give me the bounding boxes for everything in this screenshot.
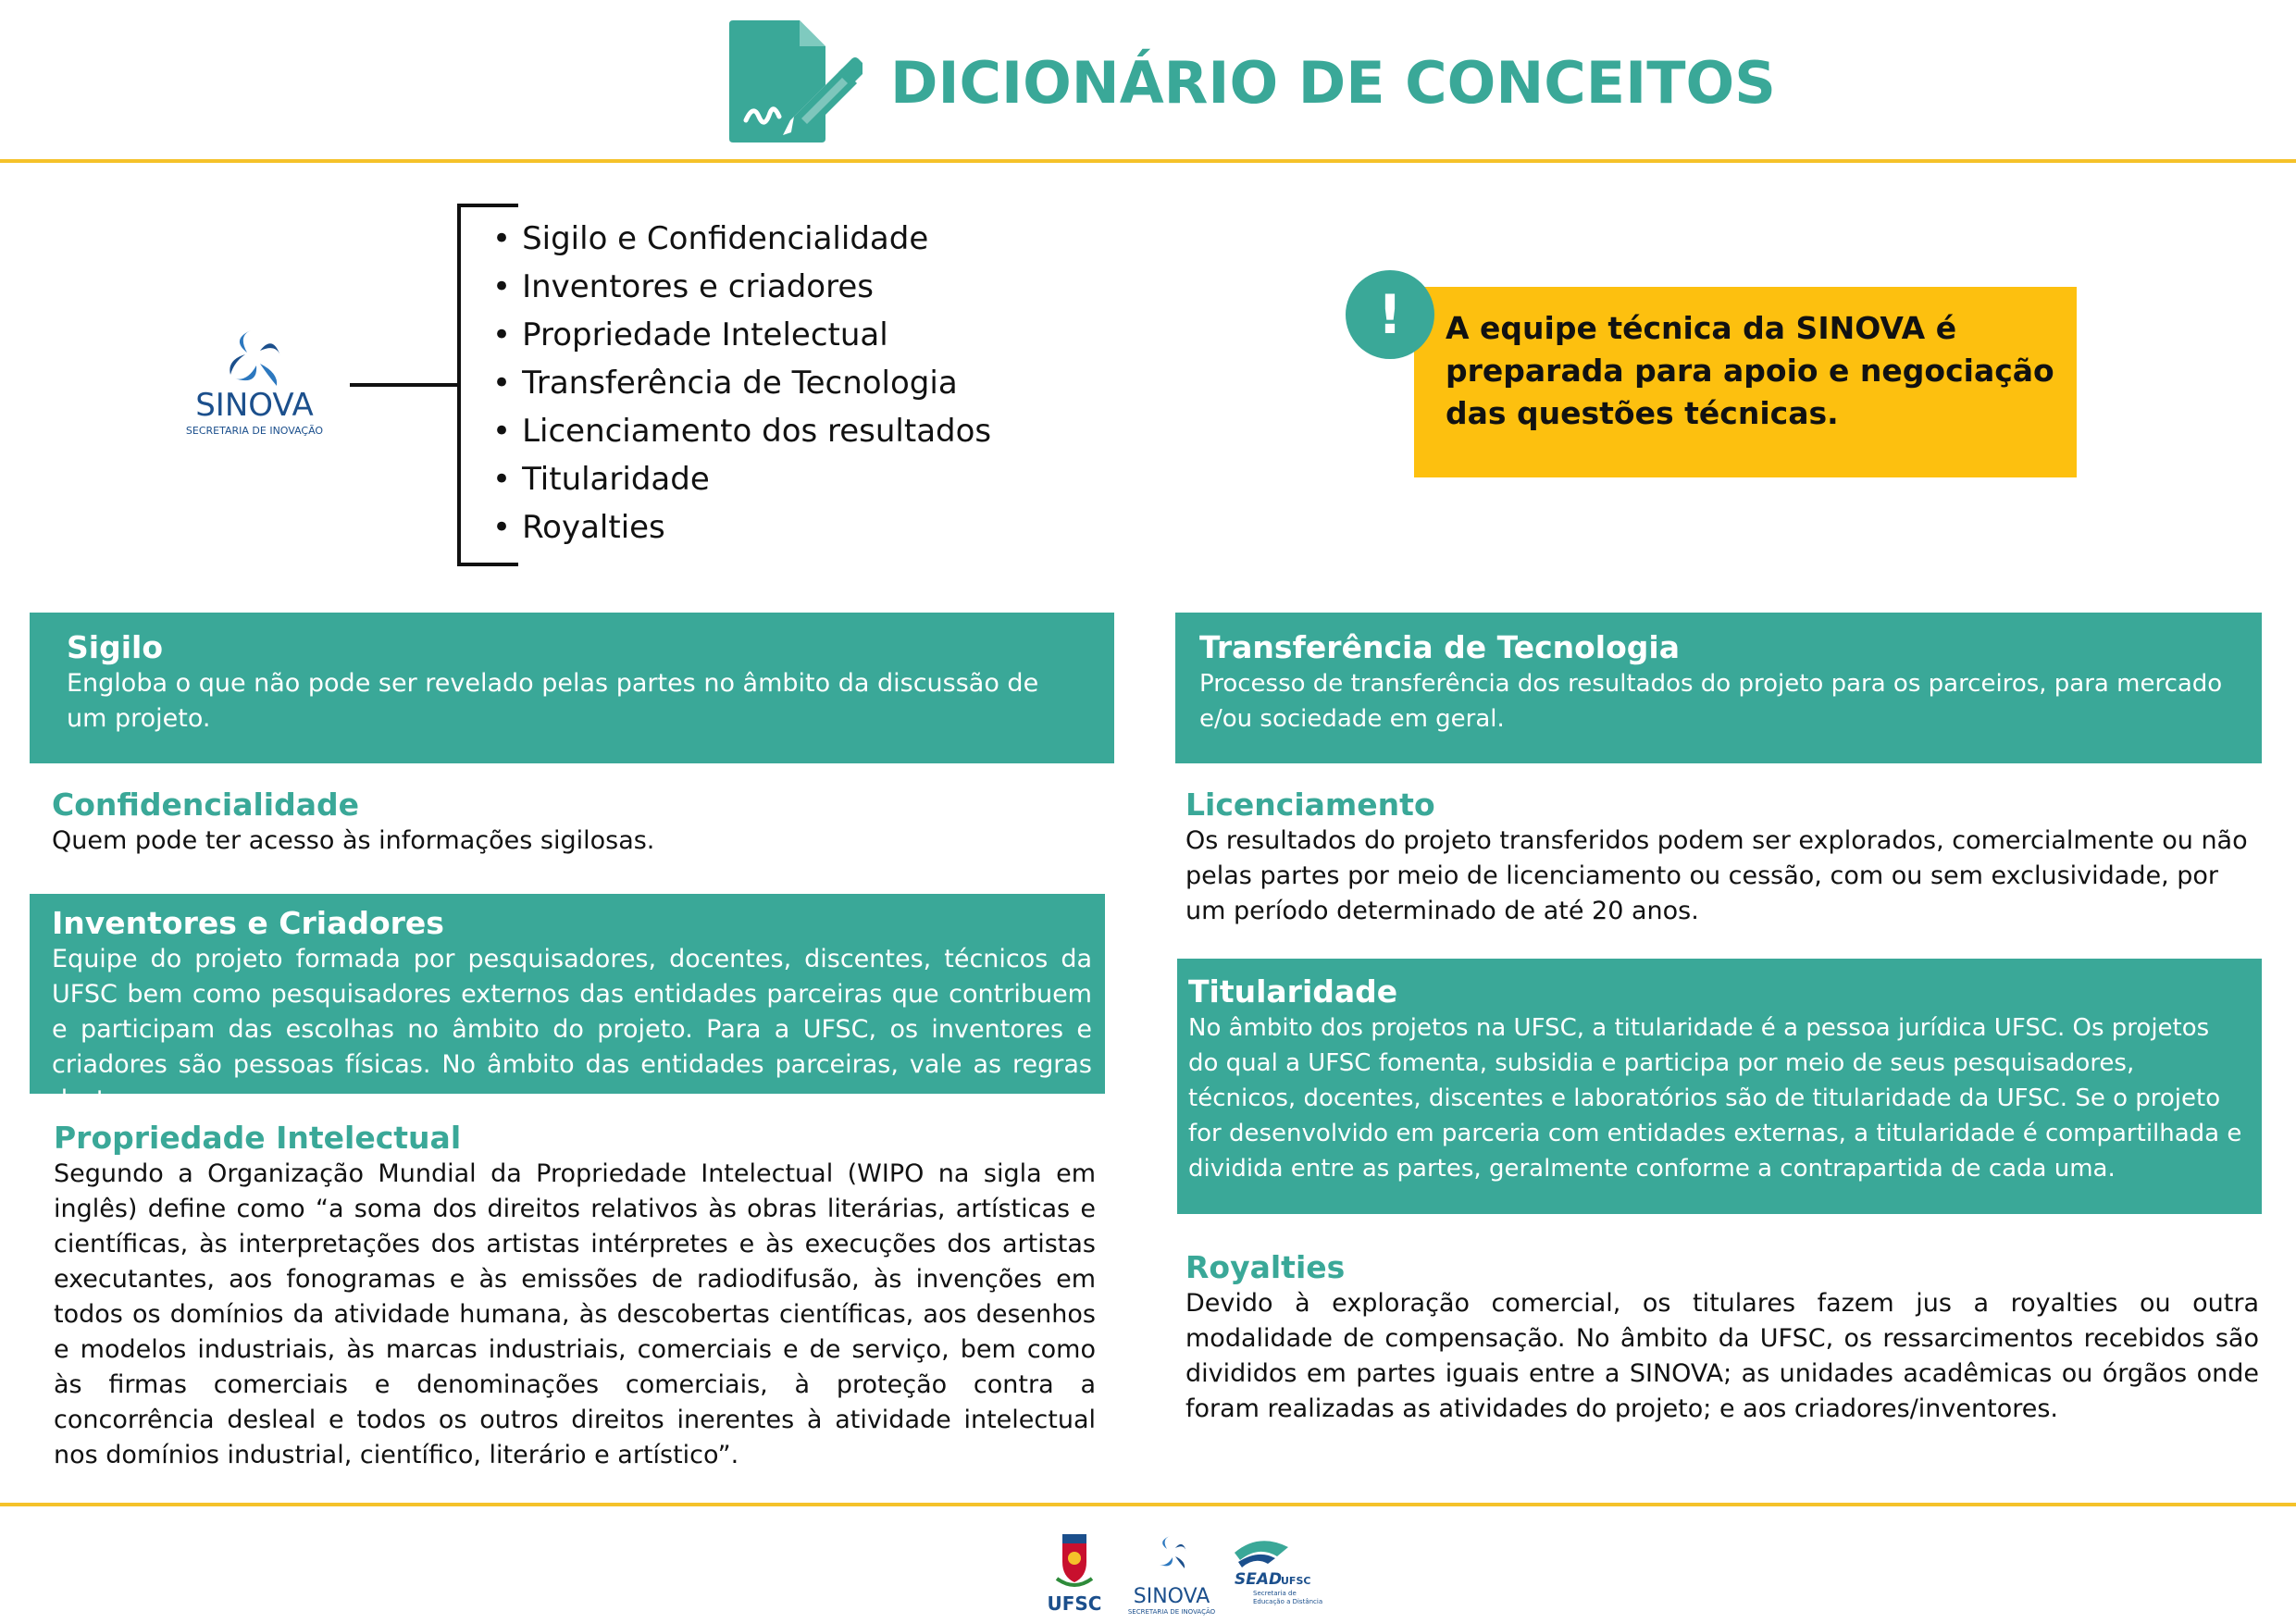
- term-definition: Engloba o que não pode ser revelado pelas partes no âmbito da discussão de um projeto.: [67, 669, 1039, 733]
- definition-royalties: [1185, 1249, 2259, 1427]
- topic-item: • Licenciamento dos resultados: [492, 407, 991, 455]
- footer-logos: [1046, 1525, 1323, 1617]
- notice-text: A equipe técnica da SINOVA é preparada para apoio e negociação das questões técnicas.: [1446, 310, 2054, 431]
- topic-item: • Titularidade: [492, 455, 991, 503]
- term-title: Transferência de Tecnologia: [1199, 629, 1680, 665]
- sinova-logo-tagline: SECRETARIA DE INOVAÇÃO: [185, 425, 324, 437]
- footer-divider: [0, 1503, 2296, 1506]
- notice-box: [1414, 287, 2077, 477]
- definition-licenciamento: [1185, 787, 2250, 929]
- term-definition: No âmbito dos projetos na UFSC, a titularidade é a pessoa jurídica UFSC. Os projetos do qual a UFSC fomenta, subsidia e participa por meio de seus pesquisadores, técnicos, docentes, discentes e laboratórios são de titularidade da UFSC. Se o projeto for desenvolvido em parceria com entidades externas, a titularidade é compartilhada e dividida entre as partes, geralmente conforme a contrapartida de cada uma.: [1188, 1014, 2242, 1183]
- header-divider: [0, 159, 2296, 163]
- term-definition: Segundo a Organização Mundial da Propriedade Intelectual (WIPO na sigla em inglês) define como “a soma dos direitos relativos às obras literárias, artísticas e científicas, às interpretações dos artistas intérpretes e às execuções dos artistas executantes, aos fonogramas e às emissões de radiodifusão, às invenções em todos os domínios da atividade humana, às descobertas científicas, aos desenhos e modelos industriais, às marcas industriais, comerciais e de serviço, bem como às firmas comerciais e denominações comerciais, à proteção contra a concorrência desleal e todos os outros direitos inerentes à atividade intelectual nos domínios industrial, científico, literário e artístico”.: [54, 1159, 1096, 1469]
- definition-propriedade-intelectual: [54, 1120, 1096, 1473]
- term-title: Confidencialidade: [52, 787, 359, 823]
- exclamation-icon: !: [1346, 270, 1434, 359]
- topic-list: [492, 215, 991, 551]
- ufsc-logo: [1048, 1534, 1102, 1615]
- ufsc-logo-text: UFSC: [1047, 1592, 1102, 1615]
- topic-item: • Royalties: [492, 503, 991, 551]
- topic-item: • Sigilo e Confidencialidade: [492, 215, 991, 263]
- topic-item: • Transferência de Tecnologia: [492, 359, 991, 407]
- sinova-logo-text: SINOVA: [195, 387, 314, 424]
- term-title: Propriedade Intelectual: [54, 1120, 462, 1156]
- definition-titularidade: [1177, 959, 2262, 1214]
- definition-sigilo: [30, 613, 1114, 763]
- term-definition: Processo de transferência dos resultados do projeto para os parceiros, para mercado e/ou sociedade em geral.: [1199, 670, 2223, 733]
- term-definition: Os resultados do projeto transferidos podem ser explorados, comercialmente ou não pelas partes por meio de licenciamento ou cessão, com ou sem exclusividade, por um período determinado de até 20 anos.: [1185, 826, 2248, 925]
- term-definition: Equipe do projeto formada por pesquisadores, docentes, discentes, técnicos da UFSC bem como pesquisadores externos das entidades parceiras que contribuem e participam das escolhas no âmbito do projeto. Para a UFSC, os inventores e criadores são pessoas físicas. No âmbito das entidades parceiras, vale as regras destas.: [52, 945, 1092, 1114]
- topic-item: • Inventores e criadores: [492, 263, 991, 311]
- sead-logo-tagline-2: Educação a Distância: [1253, 1598, 1323, 1605]
- term-definition: Devido à exploração comercial, os titulares fazem jus a royalties ou outra modalidade de compensação. No âmbito da UFSC, os ressarcimentos recebidos são divididos em partes iguais entre a SINOVA; as unidades acadêmicas ou órgãos onde foram realizadas as atividades do projeto; e aos criadores/inventores.: [1185, 1289, 2259, 1423]
- topic-item: • Propriedade Intelectual: [492, 311, 991, 359]
- sead-logo-text: SEAD: [1235, 1570, 1283, 1589]
- sinova-logo: [171, 319, 338, 449]
- sinova-footer-text: SINOVA: [1133, 1585, 1210, 1608]
- sinova-footer-logo: [1128, 1536, 1216, 1616]
- definition-confidencialidade: [52, 787, 1107, 859]
- term-title: Titularidade: [1188, 973, 1398, 1010]
- definition-inventores: [30, 894, 1105, 1114]
- connector-line: [350, 383, 459, 387]
- sead-logo-tagline-1: Secretaria de: [1253, 1590, 1297, 1597]
- term-definition: Quem pode ter acesso às informações sigilosas.: [52, 826, 655, 855]
- term-title: Sigilo: [67, 629, 163, 665]
- page-title: DICIONÁRIO DE CONCEITOS: [890, 49, 1776, 117]
- sinova-footer-tagline: SECRETARIA DE INOVAÇÃO: [1127, 1608, 1216, 1616]
- term-title: Inventores e Criadores: [52, 905, 444, 941]
- term-title: Royalties: [1185, 1249, 1346, 1285]
- sead-logo: [1235, 1541, 1322, 1605]
- definition-transferencia: [1175, 613, 2262, 763]
- sead-logo-ufsc: UFSC: [1281, 1575, 1311, 1587]
- term-title: Licenciamento: [1185, 787, 1435, 823]
- document-pen-icon: [729, 20, 863, 142]
